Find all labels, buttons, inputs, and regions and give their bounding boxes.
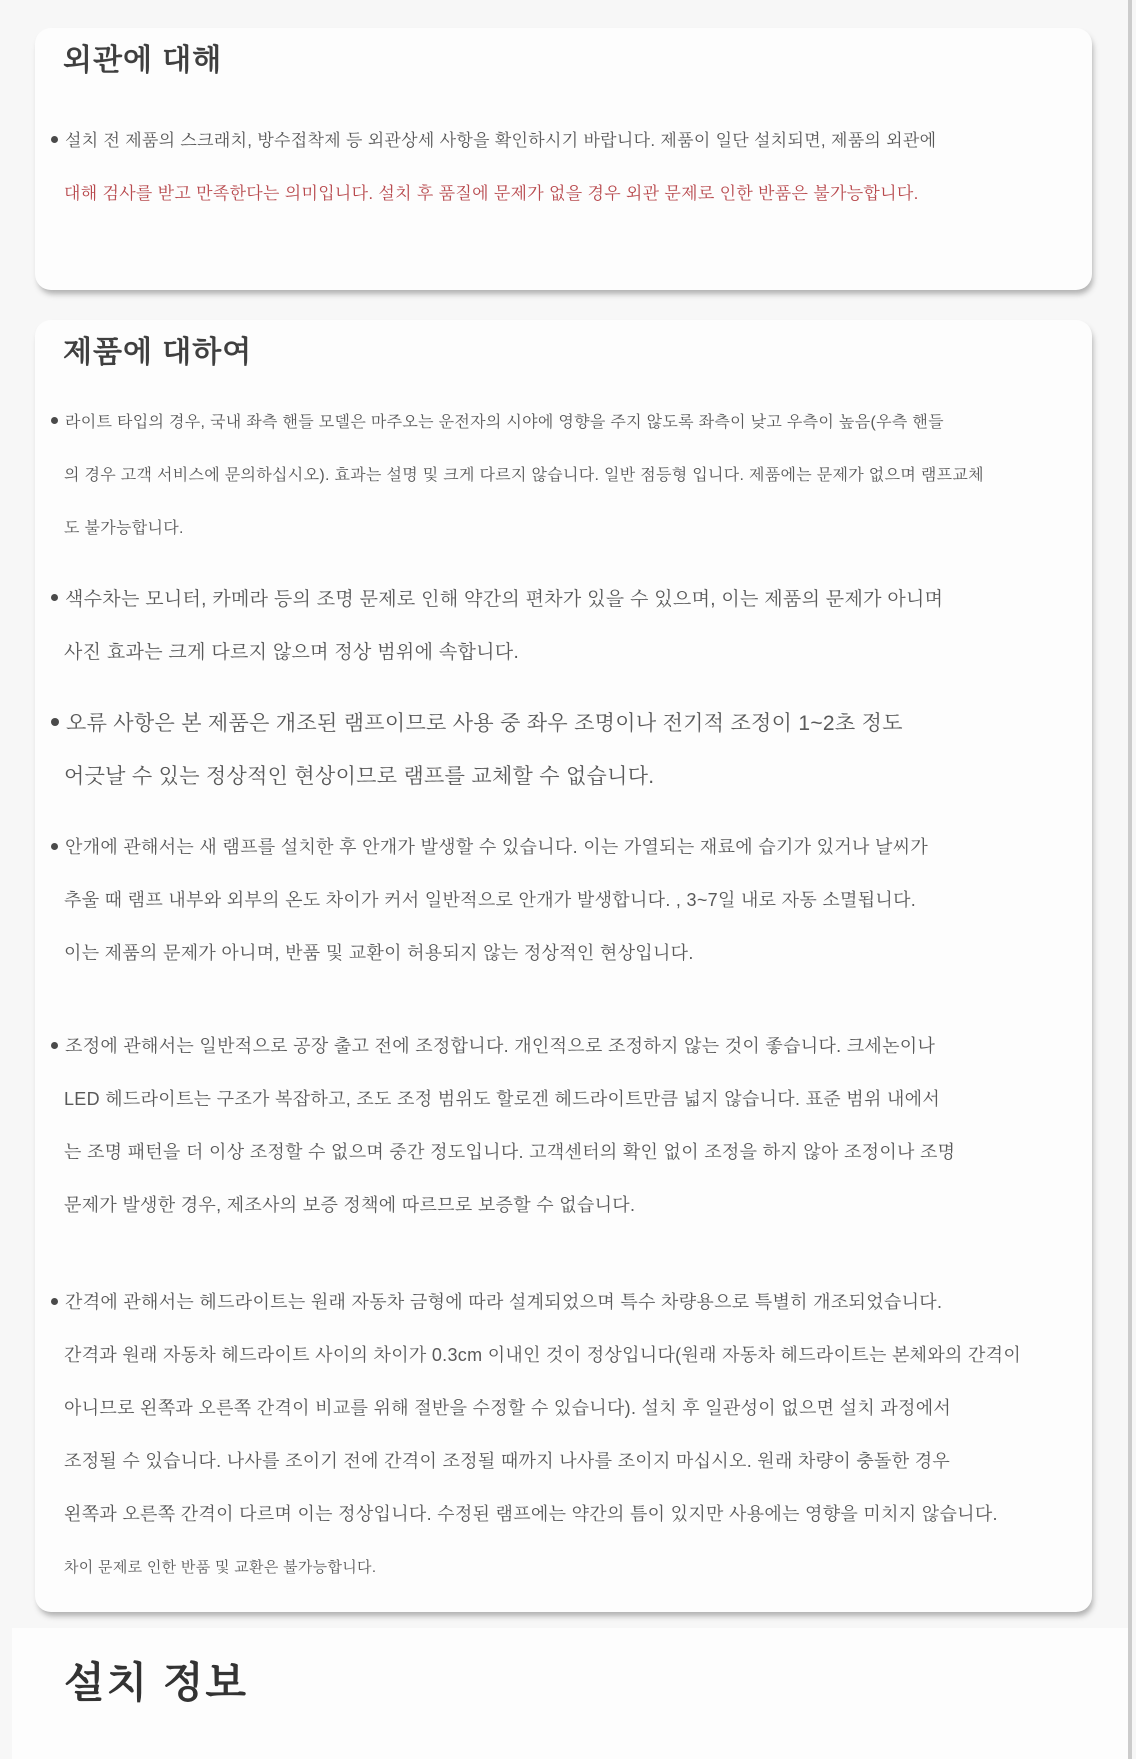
bullet-dot-icon [51, 594, 58, 601]
product-bullet-gap [35, 1276, 1092, 1594]
bullet-dot-icon [51, 136, 58, 143]
notice-line: 조정될 수 있습니다. 나사를 조이기 전에 간격이 조정될 때까지 나사를 조이지 마십시오. 원래 차량이 충돌한 경우 [64, 1451, 951, 1471]
notice-text: 색수차는 모니터, 카메라 등의 조명 문제로 인해 약간의 편차가 있을 수 있으며, 이는 제품의 문제가 아니며 [65, 589, 944, 610]
section-title-product: 제품에 대하여 [63, 336, 253, 369]
notice-text: 라이트 타입의 경우, 국내 좌측 핸들 모델은 마주오는 운전자의 시야에 영향을 주지 않도록 좌측이 낮고 우측이 높음(우측 핸들 [65, 414, 944, 431]
bullet-dot-icon [51, 417, 58, 424]
notice-line-warning: 대해 검사를 받고 만족한다는 의미입니다. 설치 후 품질에 문제가 없을 경우 외관 문제로 인한 반품은 불가능합니다. [64, 184, 919, 203]
notice-line: 이는 제품의 문제가 아니며, 반품 및 교환이 허용되지 않는 정상적인 현상입니다. [64, 943, 694, 963]
notice-text: 간격에 관해서는 헤드라이트는 원래 자동차 금형에 따라 설계되었으며 특수 차량용으로 특별히 개조되었습니다. [65, 1292, 943, 1312]
product-bullet-light-type [35, 396, 1092, 555]
bullet-dot-icon [51, 1042, 58, 1049]
section-title-installation: 설치 정보 [64, 1659, 248, 1706]
notice-line: 사진 효과는 크게 다르지 않으며 정상 범위에 속합니다. [64, 642, 520, 663]
notice-line: LED 헤드라이트는 구조가 복잡하고, 조도 조정 범위도 할로겐 헤드라이트만큼 넓지 않습니다. 표준 범위 내에서 [64, 1089, 941, 1109]
product-notice-card [35, 320, 1092, 1612]
notice-line: 간격과 원래 자동차 헤드라이트 사이의 차이가 0.3cm 이내인 것이 정상입니다(원래 자동차 헤드라이트는 본체와의 간격이 [64, 1345, 1022, 1365]
bullet-dot-icon [51, 1298, 58, 1305]
notice-line: 어긋날 수 있는 정상적인 현상이므로 램프를 교체할 수 없습니다. [64, 765, 655, 788]
notice-line [35, 114, 1092, 167]
page-right-edge-line [1128, 0, 1132, 1759]
notice-text: 설치 전 제품의 스크래치, 방수접착제 등 외관상세 사항을 확인하시기 바랍니다. 제품이 일단 설치되면, 제품의 외관에 [65, 131, 937, 150]
notice-line: 추울 때 램프 내부와 외부의 온도 차이가 커서 일반적으로 안개가 발생합니다. , 3~7일 내로 자동 소멸됩니다. [64, 890, 917, 910]
notice-line: 는 조명 패턴을 더 이상 조정할 수 없으며 중간 정도입니다. 고객센터의 확인 없이 조정을 하지 않아 조정이나 조명 [64, 1142, 956, 1162]
notice-line [35, 1276, 1092, 1329]
notice-line: 도 불가능합니다. [64, 520, 184, 537]
product-bullet-adjustment [35, 1020, 1092, 1232]
notice-line: 왼쪽과 오른쪽 간격이 다르며 이는 정상입니다. 수정된 램프에는 약간의 틈이 있지만 사용에는 영향을 미치지 않습니다. [64, 1504, 998, 1524]
notice-line [35, 697, 1092, 750]
product-bullet-fog [35, 821, 1092, 980]
notice-line [35, 1020, 1092, 1073]
product-bullet-chromatic-aberration [35, 573, 1092, 679]
bullet-dot-icon [51, 843, 58, 850]
notice-line: 아니므로 왼쪽과 오른쪽 간격이 비교를 위해 절반을 수정할 수 있습니다). 설치 후 일관성이 없으면 설치 과정에서 [64, 1398, 952, 1418]
notice-line [35, 396, 1092, 449]
section-title-appearance: 외관에 대해 [63, 44, 223, 77]
notice-line [35, 821, 1092, 874]
notice-text: 조정에 관해서는 일반적으로 공장 출고 전에 조정합니다. 개인적으로 조정하지 않는 것이 좋습니다. 크세논이나 [65, 1036, 936, 1056]
notice-text: 오류 사항은 본 제품은 개조된 램프이므로 사용 중 좌우 조명이나 전기적 조정이 1~2초 정도 [66, 712, 903, 735]
notice-text: 안개에 관해서는 새 램프를 설치한 후 안개가 발생할 수 있습니다. 이는 가열되는 재료에 습기가 있거나 날씨가 [65, 837, 929, 857]
notice-line [35, 573, 1092, 626]
appearance-notice-card [35, 28, 1092, 290]
installation-info-section [12, 1628, 1129, 1759]
product-bullet-error-note [35, 697, 1092, 803]
notice-line: 의 경우 고객 서비스에 문의하십시오). 효과는 설명 및 크게 다르지 않습니다. 일반 점등형 입니다. 제품에는 문제가 없으며 램프교체 [64, 467, 984, 484]
appearance-bullet [35, 114, 1092, 220]
notice-line: 문제가 발생한 경우, 제조사의 보증 정책에 따르므로 보증할 수 없습니다. [64, 1195, 636, 1215]
bullet-dot-icon [51, 718, 59, 726]
notice-line: 차이 문제로 인한 반품 및 교환은 불가능합니다. [64, 1559, 377, 1576]
